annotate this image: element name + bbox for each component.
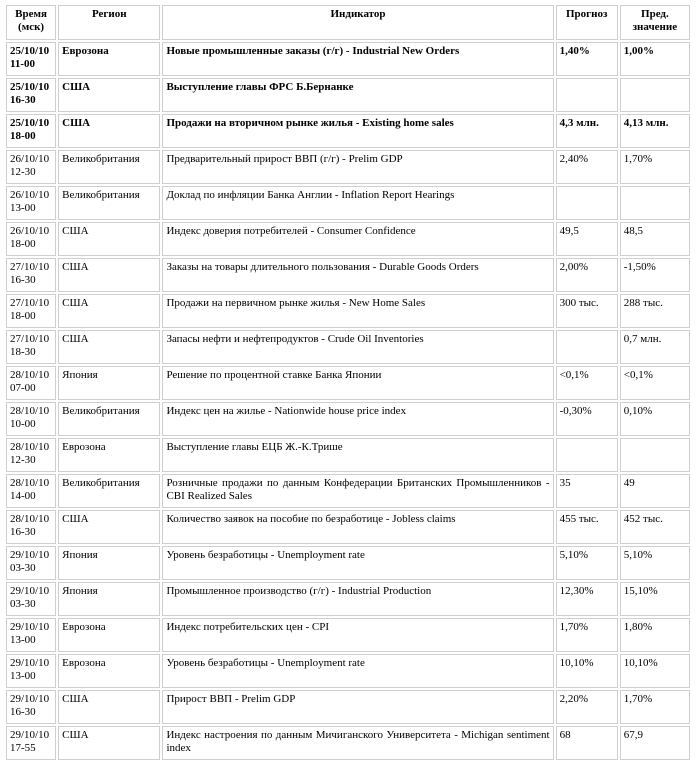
- region-cell: Великобритания: [58, 150, 160, 184]
- forecast-cell: 2,40%: [556, 150, 618, 184]
- indicator-cell: Решение по процентной ставке Банка Японии: [162, 366, 553, 400]
- previous-cell: 288 тыс.: [620, 294, 690, 328]
- event-time: 16-30: [10, 274, 36, 286]
- event-date: 25/10/10: [10, 45, 50, 57]
- previous-cell: 67,9: [620, 726, 690, 760]
- time-cell: [6, 150, 56, 184]
- event-time: 18-00: [10, 310, 36, 322]
- table-row: [6, 330, 690, 364]
- table-row: [6, 726, 690, 760]
- indicator-cell: Новые промышленные заказы (г/г) - Industrial New Orders: [162, 42, 553, 76]
- region-cell: США: [58, 294, 160, 328]
- time-cell: [6, 42, 56, 76]
- event-date: 27/10/10: [10, 333, 50, 345]
- event-time: 17-55: [10, 742, 36, 754]
- previous-cell: 15,10%: [620, 582, 690, 616]
- indicator-cell: Индекс потребительских цен - CPI: [162, 618, 553, 652]
- region-cell: США: [58, 222, 160, 256]
- forecast-cell: <0,1%: [556, 366, 618, 400]
- header-time: Время (мск): [6, 5, 56, 40]
- forecast-cell: 2,00%: [556, 258, 618, 292]
- forecast-cell: 12,30%: [556, 582, 618, 616]
- forecast-cell: 4,3 млн.: [556, 114, 618, 148]
- indicator-cell: Уровень безработицы - Unemployment rate: [162, 654, 553, 688]
- event-time: 18-00: [10, 238, 36, 250]
- indicator-cell: Промышленное производство (г/г) - Industrial Production: [162, 582, 553, 616]
- table-row: [6, 258, 690, 292]
- event-date: 29/10/10: [10, 693, 50, 705]
- previous-cell: 10,10%: [620, 654, 690, 688]
- previous-cell: -1,50%: [620, 258, 690, 292]
- time-cell: [6, 438, 56, 472]
- indicator-cell: Индекс цен на жилье - Nationwide house price index: [162, 402, 553, 436]
- region-cell: Япония: [58, 582, 160, 616]
- region-cell: США: [58, 114, 160, 148]
- event-time: 18-00: [10, 130, 36, 142]
- indicator-cell: Выступление главы ЕЦБ Ж.-К.Трише: [162, 438, 553, 472]
- forecast-cell: -0,30%: [556, 402, 618, 436]
- time-cell: [6, 222, 56, 256]
- forecast-cell: 2,20%: [556, 690, 618, 724]
- region-cell: Япония: [58, 366, 160, 400]
- header-forecast: Прогноз: [556, 5, 618, 40]
- time-cell: [6, 78, 56, 112]
- indicator-cell: Уровень безработицы - Unemployment rate: [162, 546, 553, 580]
- time-cell: [6, 546, 56, 580]
- table-row: [6, 114, 690, 148]
- table-row: [6, 294, 690, 328]
- indicator-cell: Количество заявок на пособие по безработице - Jobless claims: [162, 510, 553, 544]
- table-row: [6, 42, 690, 76]
- event-time: 16-30: [10, 706, 36, 718]
- region-cell: Великобритания: [58, 474, 160, 508]
- region-cell: Великобритания: [58, 186, 160, 220]
- event-time: 11-00: [10, 58, 36, 70]
- time-cell: [6, 114, 56, 148]
- region-cell: США: [58, 78, 160, 112]
- previous-cell: 1,80%: [620, 618, 690, 652]
- previous-cell: [620, 78, 690, 112]
- event-time: 12-30: [10, 454, 36, 466]
- header-region: Регион: [58, 5, 160, 40]
- header-previous: Пред. значение: [620, 5, 690, 40]
- table-row: [6, 690, 690, 724]
- forecast-cell: [556, 186, 618, 220]
- region-cell: США: [58, 258, 160, 292]
- time-cell: [6, 726, 56, 760]
- time-cell: [6, 366, 56, 400]
- event-time: 18-30: [10, 346, 36, 358]
- table-row: [6, 150, 690, 184]
- previous-cell: [620, 438, 690, 472]
- previous-cell: 0,10%: [620, 402, 690, 436]
- event-time: 13-00: [10, 202, 36, 214]
- table-row: [6, 582, 690, 616]
- previous-cell: 452 тыс.: [620, 510, 690, 544]
- table-body: [6, 42, 690, 760]
- forecast-cell: 300 тыс.: [556, 294, 618, 328]
- indicator-cell: Розничные продажи по данным Конфедерации Британских Промышленников - CBI Realized Sales: [162, 474, 553, 508]
- table-row: [6, 510, 690, 544]
- event-date: 28/10/10: [10, 513, 50, 525]
- indicator-cell: Продажи на вторичном рынке жилья - Existing home sales: [162, 114, 553, 148]
- event-date: 28/10/10: [10, 477, 50, 489]
- region-cell: США: [58, 690, 160, 724]
- event-time: 16-30: [10, 94, 36, 106]
- region-cell: Еврозона: [58, 438, 160, 472]
- event-date: 26/10/10: [10, 189, 50, 201]
- table-row: [6, 78, 690, 112]
- event-time: 03-30: [10, 598, 36, 610]
- event-date: 27/10/10: [10, 297, 50, 309]
- previous-cell: 1,00%: [620, 42, 690, 76]
- region-cell: США: [58, 330, 160, 364]
- previous-cell: 49: [620, 474, 690, 508]
- event-date: 25/10/10: [10, 117, 50, 129]
- event-time: 14-00: [10, 490, 36, 502]
- region-cell: Еврозона: [58, 42, 160, 76]
- previous-cell: 0,7 млн.: [620, 330, 690, 364]
- time-cell: [6, 690, 56, 724]
- table-row: [6, 402, 690, 436]
- time-cell: [6, 402, 56, 436]
- event-date: 27/10/10: [10, 261, 50, 273]
- time-cell: [6, 510, 56, 544]
- forecast-cell: [556, 330, 618, 364]
- event-date: 29/10/10: [10, 621, 50, 633]
- table-row: [6, 366, 690, 400]
- table-row: [6, 222, 690, 256]
- indicator-cell: Предварительный прирост ВВП (г/г) - Prelim GDP: [162, 150, 553, 184]
- time-cell: [6, 186, 56, 220]
- time-cell: [6, 618, 56, 652]
- header-indicator: Индикатор: [162, 5, 553, 40]
- event-date: 26/10/10: [10, 153, 50, 165]
- forecast-cell: 455 тыс.: [556, 510, 618, 544]
- event-date: 29/10/10: [10, 549, 50, 561]
- region-cell: Япония: [58, 546, 160, 580]
- event-time: 03-30: [10, 562, 36, 574]
- indicator-cell: Заказы на товары длительного пользования - Durable Goods Orders: [162, 258, 553, 292]
- indicator-cell: Выступление главы ФРС Б.Бернанке: [162, 78, 553, 112]
- previous-cell: 5,10%: [620, 546, 690, 580]
- forecast-cell: 49,5: [556, 222, 618, 256]
- table-row: [6, 186, 690, 220]
- indicator-cell: Индекс настроения по данным Мичиганского Университета - Michigan sentiment index: [162, 726, 553, 760]
- time-cell: [6, 258, 56, 292]
- previous-cell: 1,70%: [620, 690, 690, 724]
- indicator-cell: Доклад по инфляции Банка Англии - Inflation Report Hearings: [162, 186, 553, 220]
- region-cell: Еврозона: [58, 618, 160, 652]
- forecast-cell: [556, 78, 618, 112]
- time-cell: [6, 474, 56, 508]
- forecast-cell: 68: [556, 726, 618, 760]
- region-cell: США: [58, 726, 160, 760]
- event-time: 16-30: [10, 526, 36, 538]
- time-cell: [6, 582, 56, 616]
- table-row: [6, 618, 690, 652]
- event-time: 13-00: [10, 670, 36, 682]
- table-row: [6, 474, 690, 508]
- economic-calendar-table: [4, 3, 692, 762]
- previous-cell: <0,1%: [620, 366, 690, 400]
- previous-cell: 1,70%: [620, 150, 690, 184]
- event-date: 28/10/10: [10, 369, 50, 381]
- region-cell: Великобритания: [58, 402, 160, 436]
- indicator-cell: Запасы нефти и нефтепродуктов - Crude Oil Inventories: [162, 330, 553, 364]
- forecast-cell: 1,70%: [556, 618, 618, 652]
- table-row: [6, 654, 690, 688]
- forecast-cell: 5,10%: [556, 546, 618, 580]
- region-cell: США: [58, 510, 160, 544]
- previous-cell: [620, 186, 690, 220]
- time-cell: [6, 654, 56, 688]
- event-date: 28/10/10: [10, 405, 50, 417]
- forecast-cell: 10,10%: [556, 654, 618, 688]
- indicator-cell: Продажи на первичном рынке жилья - New Home Sales: [162, 294, 553, 328]
- indicator-cell: Прирост ВВП - Prelim GDP: [162, 690, 553, 724]
- forecast-cell: [556, 438, 618, 472]
- event-date: 29/10/10: [10, 585, 50, 597]
- region-cell: Еврозона: [58, 654, 160, 688]
- previous-cell: 4,13 млн.: [620, 114, 690, 148]
- previous-cell: 48,5: [620, 222, 690, 256]
- event-time: 12-30: [10, 166, 36, 178]
- indicator-cell: Индекс доверия потребителей - Consumer Confidence: [162, 222, 553, 256]
- table-row: [6, 438, 690, 472]
- time-cell: [6, 294, 56, 328]
- forecast-cell: 35: [556, 474, 618, 508]
- time-cell: [6, 330, 56, 364]
- table-row: [6, 546, 690, 580]
- event-time: 13-00: [10, 634, 36, 646]
- forecast-cell: 1,40%: [556, 42, 618, 76]
- event-time: 10-00: [10, 418, 36, 430]
- event-date: 29/10/10: [10, 729, 50, 741]
- event-time: 07-00: [10, 382, 36, 394]
- event-date: 25/10/10: [10, 81, 50, 93]
- header-row: [6, 5, 690, 40]
- event-date: 28/10/10: [10, 441, 50, 453]
- event-date: 29/10/10: [10, 657, 50, 669]
- event-date: 26/10/10: [10, 225, 50, 237]
